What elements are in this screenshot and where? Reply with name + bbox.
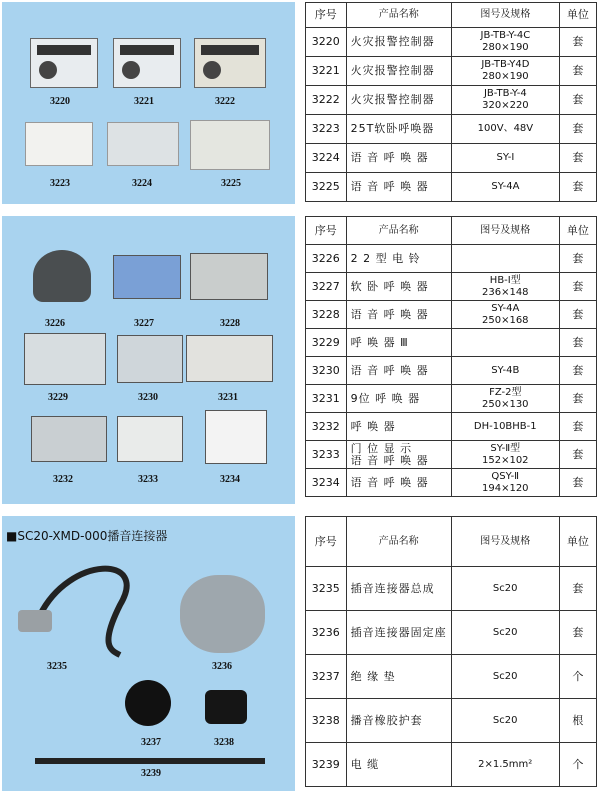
cell-name: 2 2 型 电 铃 xyxy=(346,245,451,273)
cell-spec-line: SY-4A xyxy=(491,302,520,314)
cell-spec xyxy=(451,699,559,743)
cell-spec xyxy=(451,86,559,115)
cell-spec-line: 2×1.5mm² xyxy=(478,758,533,770)
photo-caption: 3230 xyxy=(138,392,158,403)
cell-name: 语 音 呼 唤 器 xyxy=(346,357,451,385)
cell-no: 3230 xyxy=(306,357,347,385)
cell-spec-line: JB-TB-Y-4C xyxy=(480,30,531,41)
cell-spec-line: 320×220 xyxy=(482,100,529,111)
photo-caption: 3225 xyxy=(221,178,241,189)
cell-name: 绝 缘 垫 xyxy=(346,655,451,699)
cell-name: 软 卧 呼 唤 器 xyxy=(346,273,451,301)
cell-spec xyxy=(451,611,559,655)
cell-unit: 个 xyxy=(559,743,596,787)
cell-unit: 套 xyxy=(559,357,596,385)
cell-spec xyxy=(451,743,559,787)
cell-unit: 根 xyxy=(559,699,596,743)
cell-name-line: 门 位 显 示 xyxy=(350,441,413,455)
cell-unit: 套 xyxy=(559,28,596,57)
cell-spec xyxy=(451,28,559,57)
cell-spec-line: Sc20 xyxy=(492,670,518,682)
cell-unit: 套 xyxy=(559,273,596,301)
header-no: 序号 xyxy=(306,517,347,567)
cell-spec xyxy=(451,329,559,357)
photo-caption: 3234 xyxy=(220,474,240,485)
cell-spec xyxy=(451,273,559,301)
header-spec: 图号及规格 xyxy=(451,3,559,28)
cell-spec xyxy=(451,469,559,497)
table-row xyxy=(306,301,597,329)
device-photo xyxy=(33,250,91,302)
cell-unit: 套 xyxy=(559,413,596,441)
cell-spec-line: 236×148 xyxy=(481,286,529,298)
cell-spec-line: 152×102 xyxy=(481,454,529,466)
table-row xyxy=(306,469,597,497)
cell-unit: 套 xyxy=(559,144,596,173)
table-row xyxy=(306,329,597,357)
cell-spec-line: SY-Ⅱ型 xyxy=(490,442,521,454)
cell-spec xyxy=(451,173,559,202)
cell-name: 插音连接器固定座 xyxy=(346,611,451,655)
cell-spec xyxy=(451,245,559,273)
cell-spec xyxy=(451,57,559,86)
cell-spec xyxy=(451,655,559,699)
spec-table-2 xyxy=(305,216,597,497)
cell-spec xyxy=(451,567,559,611)
table-row xyxy=(306,273,597,301)
table-row xyxy=(306,115,597,144)
cell-name: 语 音 呼 唤 器 xyxy=(346,469,451,497)
cell-spec-line: FZ-2型 xyxy=(489,386,522,398)
table-row xyxy=(306,611,597,655)
photo-caption: 3228 xyxy=(220,318,240,329)
cell-spec-line: SY-I xyxy=(496,152,515,163)
cell-name: 呼 唤 器 Ⅲ xyxy=(346,329,451,357)
cell-spec-line: 280×190 xyxy=(482,42,529,53)
cell-unit: 套 xyxy=(559,115,596,144)
header-no: 序号 xyxy=(306,3,347,28)
cell-spec-line: SY-4B xyxy=(491,364,520,376)
header-unit: 单位 xyxy=(559,3,596,28)
photo-caption: 3237 xyxy=(141,737,161,748)
header-name: 产品名称 xyxy=(346,217,451,245)
device-photo xyxy=(113,38,181,88)
cell-no: 3236 xyxy=(306,611,347,655)
device-photo xyxy=(30,38,98,88)
header-spec: 图号及规格 xyxy=(451,517,559,567)
photo-caption: 3220 xyxy=(50,96,70,107)
cell-no: 3237 xyxy=(306,655,347,699)
cell-name: 电 缆 xyxy=(346,743,451,787)
cell-no: 3234 xyxy=(306,469,347,497)
cell-name: 9位 呼 唤 器 xyxy=(346,385,451,413)
device-photo xyxy=(194,38,266,88)
device-photo xyxy=(180,575,265,653)
header-name: 产品名称 xyxy=(346,3,451,28)
cell-no: 3233 xyxy=(306,441,347,469)
cell-no: 3227 xyxy=(306,273,347,301)
photo-caption: 3221 xyxy=(134,96,154,107)
cell-unit: 套 xyxy=(559,567,596,611)
cell-spec-line: QSY-Ⅱ xyxy=(491,470,520,482)
device-photo xyxy=(205,410,267,464)
device-photo xyxy=(190,253,268,300)
cell-spec xyxy=(451,115,559,144)
device-photo xyxy=(125,680,171,726)
cell-no: 3232 xyxy=(306,413,347,441)
table-row xyxy=(306,357,597,385)
photo-caption: 3229 xyxy=(48,392,68,403)
cell-spec-line: Sc20 xyxy=(492,582,518,594)
cell-spec-line: SY-4A xyxy=(491,181,520,192)
table-row xyxy=(306,567,597,611)
header-name: 产品名称 xyxy=(346,517,451,567)
cell-name: 火灾报警控制器 xyxy=(346,28,451,57)
cell-unit: 套 xyxy=(559,329,596,357)
spec-table-3 xyxy=(305,516,597,787)
device-photo xyxy=(24,333,106,385)
photo-caption: 3239 xyxy=(141,768,161,779)
cell-unit: 套 xyxy=(559,86,596,115)
connector-assembly-photo xyxy=(10,555,150,660)
cell-no: 3224 xyxy=(306,144,347,173)
cell-name: 语 音 呼 唤 器 xyxy=(346,144,451,173)
header-spec: 图号及规格 xyxy=(451,217,559,245)
cell-spec-line: HB-Ⅰ型 xyxy=(489,274,521,286)
cell-no: 3223 xyxy=(306,115,347,144)
cell-spec xyxy=(451,144,559,173)
cell-no: 3229 xyxy=(306,329,347,357)
header-no: 序号 xyxy=(306,217,347,245)
photo-caption: 3232 xyxy=(53,474,73,485)
cell-name: 火灾报警控制器 xyxy=(346,57,451,86)
table-row xyxy=(306,441,597,469)
header-unit: 单位 xyxy=(559,217,596,245)
cell-no: 3222 xyxy=(306,86,347,115)
device-photo xyxy=(186,335,273,382)
cell-spec-line: Sc20 xyxy=(492,714,518,726)
cell-name: 呼 唤 器 xyxy=(346,413,451,441)
device-photo xyxy=(205,690,247,724)
table-row xyxy=(306,28,597,57)
cell-spec-line: 100V、48V xyxy=(477,123,534,134)
cell-spec-line: 250×168 xyxy=(481,314,529,326)
spec-table-1 xyxy=(305,2,597,202)
cell-spec-line: Sc20 xyxy=(492,626,518,638)
cell-spec-line: JB-TB-Y-4 xyxy=(483,88,527,99)
header-unit: 单位 xyxy=(559,517,596,567)
cell-name: 语 音 呼 唤 器 xyxy=(346,173,451,202)
device-photo xyxy=(117,416,183,462)
cell-no: 3235 xyxy=(306,567,347,611)
section-title: ■SC20-XMD-000播音连接器 xyxy=(6,529,168,543)
cell-no: 3231 xyxy=(306,385,347,413)
photo-caption: 3235 xyxy=(47,661,67,672)
cell-unit: 套 xyxy=(559,301,596,329)
device-photo xyxy=(107,122,179,166)
cell-name: 火灾报警控制器 xyxy=(346,86,451,115)
cell-unit: 套 xyxy=(559,57,596,86)
cell-spec xyxy=(451,413,559,441)
cell-no: 3225 xyxy=(306,173,347,202)
cell-name: 25T软卧呼唤器 xyxy=(346,115,451,144)
cell-unit: 套 xyxy=(559,245,596,273)
table-row xyxy=(306,86,597,115)
photo-caption: 3231 xyxy=(218,392,238,403)
table-row xyxy=(306,173,597,202)
photo-caption: 3224 xyxy=(132,178,152,189)
cell-name-line: 语 音 呼 唤 器 xyxy=(350,453,429,467)
table-row xyxy=(306,655,597,699)
cell-no: 3239 xyxy=(306,743,347,787)
device-photo xyxy=(117,335,183,383)
photo-caption: 3238 xyxy=(214,737,234,748)
photo-caption: 3236 xyxy=(212,661,232,672)
cell-spec xyxy=(451,357,559,385)
cable-photo xyxy=(35,758,265,764)
cell-spec xyxy=(451,301,559,329)
table-row xyxy=(306,699,597,743)
cell-spec-line: JB-TB-Y4D xyxy=(481,59,530,70)
cell-spec xyxy=(451,385,559,413)
cell-name: 语 音 呼 唤 器 xyxy=(346,301,451,329)
cell-spec-line: DH-10BHB-1 xyxy=(473,420,537,432)
cell-unit: 套 xyxy=(559,441,596,469)
cell-no: 3220 xyxy=(306,28,347,57)
cell-unit: 套 xyxy=(559,173,596,202)
cell-spec-line: 194×120 xyxy=(481,482,529,494)
device-photo xyxy=(31,416,107,462)
cell-name xyxy=(346,441,451,469)
cell-no: 3226 xyxy=(306,245,347,273)
cell-spec-line: 250×130 xyxy=(481,398,529,410)
table-row xyxy=(306,413,597,441)
table-row xyxy=(306,245,597,273)
device-photo xyxy=(113,255,181,299)
cell-name: 播音橡胶护套 xyxy=(346,699,451,743)
table-row xyxy=(306,144,597,173)
cell-no: 3238 xyxy=(306,699,347,743)
table-row xyxy=(306,57,597,86)
table-row xyxy=(306,385,597,413)
cell-no: 3228 xyxy=(306,301,347,329)
device-photo xyxy=(190,120,270,170)
table-row xyxy=(306,743,597,787)
cell-no: 3221 xyxy=(306,57,347,86)
cell-unit: 套 xyxy=(559,611,596,655)
device-photo xyxy=(25,122,93,166)
cell-name: 插音连接器总成 xyxy=(346,567,451,611)
photo-caption: 3223 xyxy=(50,178,70,189)
cell-unit: 个 xyxy=(559,655,596,699)
photo-caption: 3222 xyxy=(215,96,235,107)
cell-unit: 套 xyxy=(559,469,596,497)
photo-caption: 3226 xyxy=(45,318,65,329)
photo-caption: 3233 xyxy=(138,474,158,485)
cell-spec xyxy=(451,441,559,469)
cell-unit: 套 xyxy=(559,385,596,413)
cell-spec-line: 280×190 xyxy=(482,71,529,82)
photo-caption: 3227 xyxy=(134,318,154,329)
